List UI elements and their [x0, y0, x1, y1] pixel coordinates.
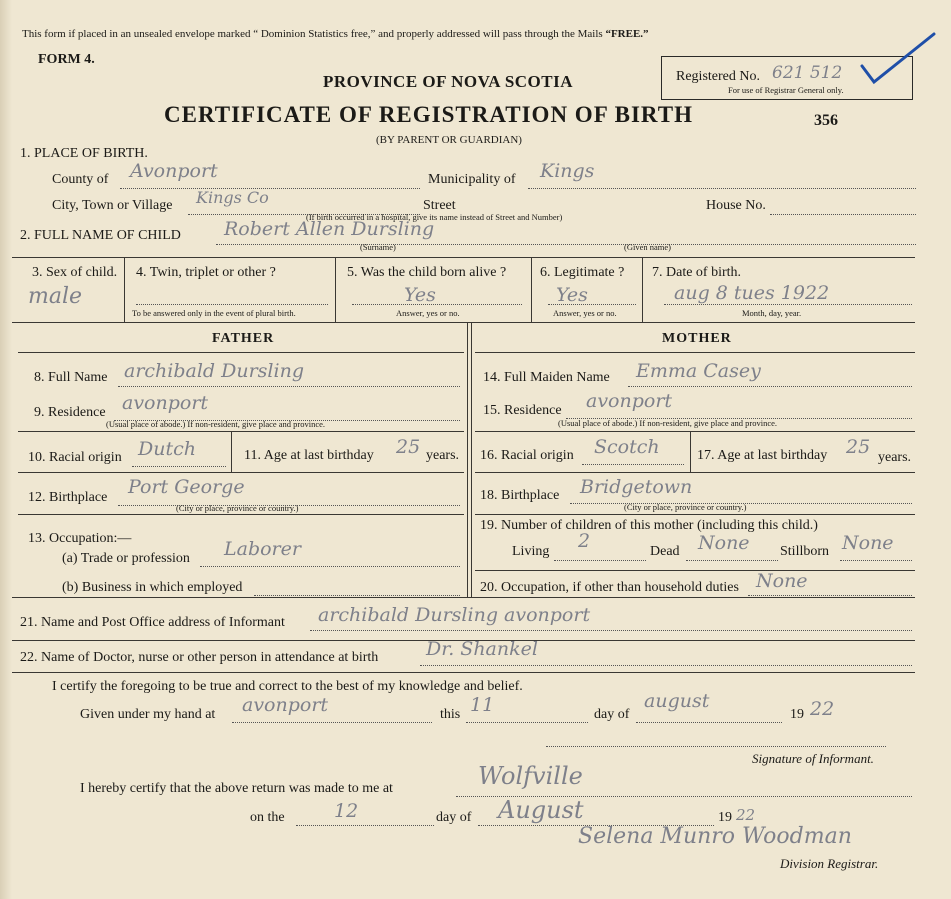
business-label: (b) Business in which employed — [62, 580, 243, 595]
father-age-value: 25 — [396, 436, 421, 458]
dead-value: None — [698, 532, 750, 554]
father-birthplace-value: Port George — [128, 476, 245, 498]
father-name-label: 8. Full Name — [34, 370, 108, 385]
registrar-use-note: For use of Registrar General only. — [728, 85, 844, 95]
stillborn-value: None — [842, 532, 894, 554]
stillborn-label: Stillborn — [780, 544, 830, 559]
legitimate-label: 6. Legitimate ? — [540, 265, 625, 280]
twin-label: 4. Twin, triplet or other ? — [136, 265, 276, 280]
this-day-value: 11 — [470, 694, 495, 716]
house-label: House No. — [706, 198, 766, 213]
province-title: PROVINCE OF NOVA SCOTIA — [323, 72, 574, 91]
hospital-note: (If birth occurred in a hospital, give its name instead of Street and Number) — [306, 212, 563, 222]
living-label: Living — [512, 544, 550, 559]
dob-label: 7. Date of birth. — [652, 265, 742, 280]
father-racial-label: 10. Racial origin — [28, 450, 122, 465]
county-value: Avonport — [130, 160, 218, 182]
registered-label: Registered No. — [676, 69, 760, 84]
registrar-day-value: 12 — [334, 800, 359, 822]
registrar-month-value: August — [498, 796, 584, 824]
mother-racial-value: Scotch — [594, 436, 660, 458]
month-value: august — [644, 690, 710, 712]
year-suffix: 22 — [810, 698, 835, 720]
mail-notice — [22, 28, 649, 40]
mother-residence-value: avonport — [586, 390, 673, 412]
given-name-note: (Given name) — [624, 242, 671, 252]
signature-informant-label: Signature of Informant. — [752, 751, 874, 766]
father-birthplace-note: (City or place, province or country.) — [176, 503, 299, 513]
year-prefix: 19 — [790, 707, 804, 722]
father-occupation-label: 13. Occupation:— — [28, 531, 132, 546]
born-alive-value: Yes — [404, 284, 436, 306]
father-birthplace-label: 12. Birthplace — [28, 490, 108, 505]
mother-birthplace-note: (City or place, province or country.) — [624, 502, 747, 512]
city-value: Kings Co — [196, 188, 269, 207]
place-of-birth-heading: 1. PLACE OF BIRTH. — [20, 146, 148, 161]
checkmark-icon — [856, 28, 940, 88]
street-label: Street — [423, 198, 456, 213]
certify-statement: I certify the foregoing to be true and correct to the best of my knowledge and belief. — [52, 679, 523, 694]
mail-notice-text: This form if placed in an unsealed envelope marked “ Dominion Statistics free,” and properly addressed will pass through the Mails — [22, 28, 603, 40]
informant-label: 21. Name and Post Office address of Informant — [20, 615, 285, 630]
municipality-value: Kings — [540, 160, 595, 182]
trade-value: Laborer — [224, 538, 301, 560]
registered-number: 621 512 — [772, 63, 843, 83]
day-of-label: day of — [594, 707, 630, 722]
mother-age-value: 25 — [846, 436, 871, 458]
father-racial-value: Dutch — [138, 438, 196, 460]
father-heading: FATHER — [212, 331, 275, 346]
mother-racial-label: 16. Racial origin — [480, 448, 574, 463]
registrar-year-prefix: 19 — [718, 810, 732, 825]
father-residence-note: (Usual place of abode.) If non-resident, give place and province. — [106, 419, 326, 429]
certificate-title: CERTIFICATE OF REGISTRATION OF BIRTH — [164, 102, 693, 127]
county-label: County of — [52, 172, 109, 187]
sex-value: male — [28, 284, 83, 309]
living-value: 2 — [578, 530, 591, 552]
certificate-subtitle: (BY PARENT OR GUARDIAN) — [376, 134, 522, 146]
legitimate-value: Yes — [556, 284, 588, 306]
twin-note: To be answered only in the event of plural birth. — [132, 308, 296, 318]
stamp-number: 356 — [814, 112, 838, 129]
mother-name-value: Emma Casey — [636, 360, 761, 382]
mother-heading: MOTHER — [662, 331, 732, 346]
registrar-place-value: Wolfville — [478, 762, 583, 790]
mother-age-label: 17. Age at last birthday — [697, 448, 828, 463]
doctor-value: Dr. Shankel — [426, 638, 538, 660]
informant-value: archibald Dursling avonport — [318, 604, 591, 626]
dead-label: Dead — [650, 544, 680, 559]
registrar-year-suffix: 22 — [736, 806, 756, 824]
mother-years-label: years. — [878, 450, 912, 465]
mother-residence-label: 15. Residence — [483, 403, 562, 418]
mother-name-label: 14. Full Maiden Name — [483, 370, 610, 385]
legitimate-note: Answer, yes or no. — [553, 308, 617, 318]
doctor-label: 22. Name of Doctor, nurse or other person in attendance at birth — [20, 650, 379, 665]
division-registrar-label: Division Registrar. — [780, 856, 879, 871]
given-under-label: Given under my hand at — [80, 707, 216, 722]
child-name-value: Robert Allen Dursling — [224, 218, 435, 240]
mother-occupation-label: 20. Occupation, if other than household duties — [480, 580, 739, 595]
given-place-value: avonport — [242, 694, 329, 716]
form-number: FORM 4. — [38, 52, 95, 67]
father-residence-value: avonport — [122, 392, 209, 414]
sex-label: 3. Sex of child. — [32, 265, 118, 280]
city-label: City, Town or Village — [52, 198, 173, 213]
paper-edge — [0, 0, 12, 899]
municipality-label: Municipality of — [428, 172, 516, 187]
dob-note: Month, day, year. — [742, 308, 802, 318]
mother-birthplace-label: 18. Birthplace — [480, 488, 560, 503]
father-residence-label: 9. Residence — [34, 405, 106, 420]
registrar-statement: I hereby certify that the above return was made to me at — [80, 781, 393, 796]
father-age-label: 11. Age at last birthday — [244, 448, 374, 463]
children-count-label: 19. Number of children of this mother (including this child.) — [480, 518, 818, 533]
father-name-value: archibald Dursling — [124, 360, 304, 382]
surname-note: (Surname) — [360, 242, 396, 252]
this-label: this — [440, 707, 461, 722]
child-name-label: 2. FULL NAME OF CHILD — [20, 228, 181, 243]
trade-label: (a) Trade or profession — [62, 551, 190, 566]
born-alive-label: 5. Was the child born alive ? — [347, 265, 507, 280]
mother-birthplace-value: Bridgetown — [580, 476, 693, 498]
father-years-label: years. — [426, 448, 460, 463]
born-alive-note: Answer, yes or no. — [396, 308, 460, 318]
mother-occupation-value: None — [756, 570, 808, 592]
mail-free: “FREE.” — [605, 28, 649, 40]
registrar-day-of-label: day of — [436, 810, 472, 825]
on-the-label: on the — [250, 810, 285, 825]
dob-value: aug 8 tues 1922 — [674, 282, 830, 304]
registrar-signature: Selena Munro Woodman — [578, 824, 852, 849]
mother-residence-note: (Usual place of abode.) If non-resident, give place and province. — [558, 418, 778, 428]
